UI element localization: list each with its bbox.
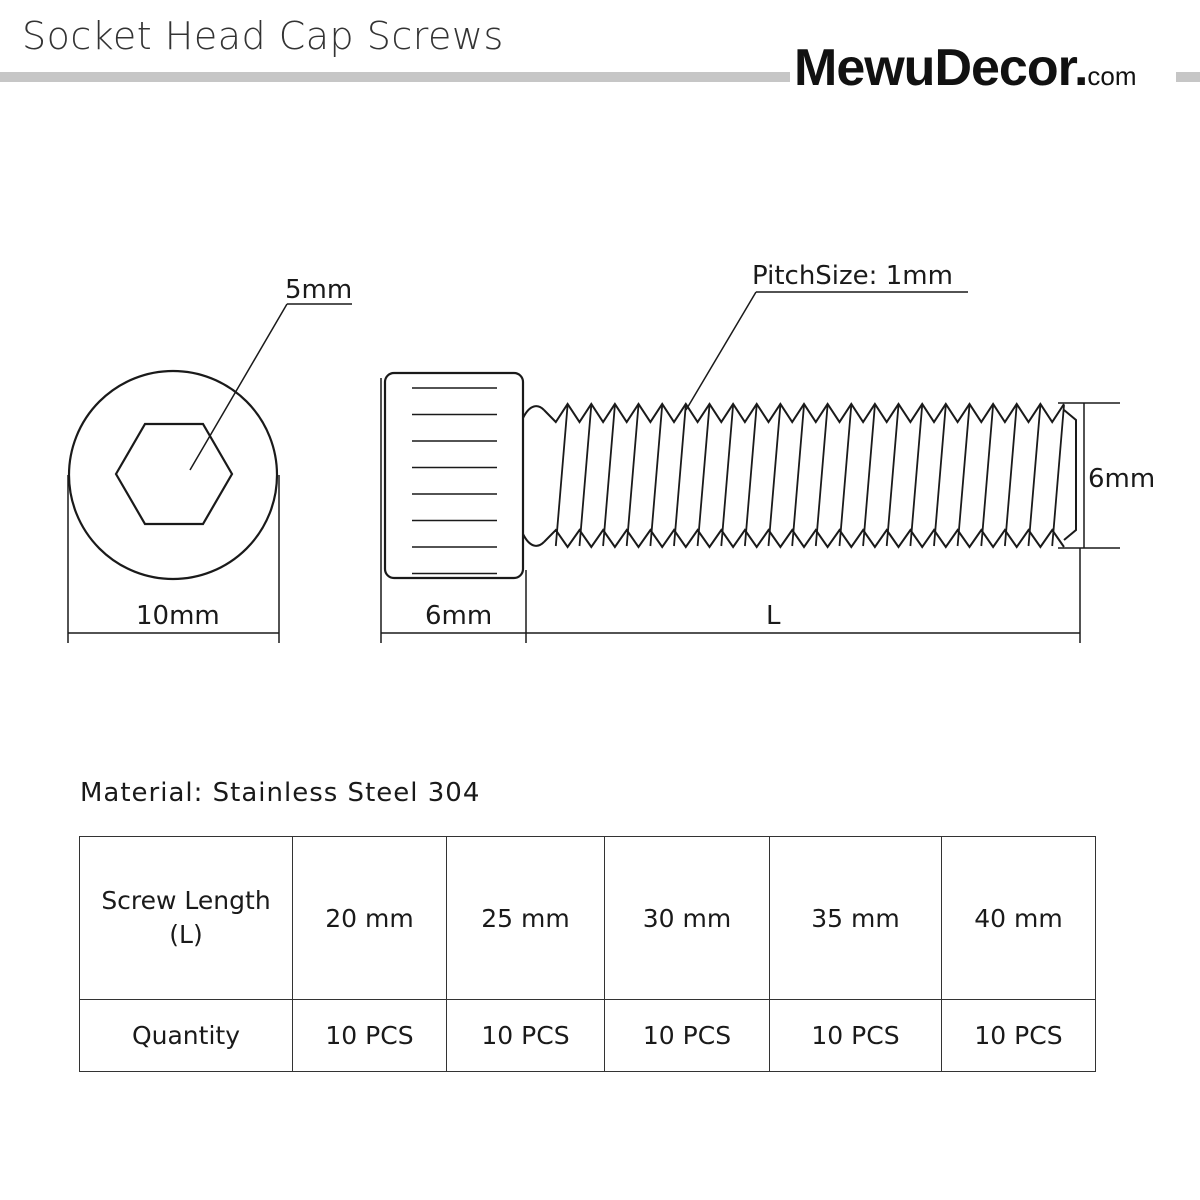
length-cell: 35 mm [770, 837, 942, 1000]
thread-crest-line [603, 405, 615, 546]
pitch-leader [686, 292, 756, 410]
thread-crest-line [981, 405, 993, 546]
table-row-length [80, 837, 1096, 1000]
thread-crest-line [910, 405, 922, 546]
quantity-header-cell: Quantity [80, 1000, 293, 1072]
spec-table [79, 836, 1096, 1072]
thread-crest-line [958, 405, 970, 546]
thread-crest-line [1029, 405, 1041, 546]
table-row-quantity [80, 1000, 1096, 1072]
thread-crest-line [698, 405, 710, 546]
thread-crest-line [934, 405, 946, 546]
quantity-cell: 10 PCS [293, 1000, 447, 1072]
thread-crest-line [674, 405, 686, 546]
length-cell: 40 mm [942, 837, 1096, 1000]
thread-crest-line [816, 405, 828, 546]
thread-crest-line [1052, 405, 1064, 546]
head-fillet-top [523, 406, 544, 418]
quantity-cell: 10 PCS [942, 1000, 1096, 1072]
screw-tip-chamfer [1064, 410, 1076, 540]
head-outline-circle [69, 371, 277, 579]
thread-crest-line [650, 405, 662, 546]
brand-domain: com [1087, 61, 1137, 91]
thread-crest-line [580, 405, 592, 546]
thread-diameter-label: 6mm [1088, 464, 1156, 494]
page-title: Socket Head Cap Screws [22, 14, 504, 58]
pitch-label: PitchSize: 1mm [752, 261, 953, 291]
thread-crest-line [863, 405, 875, 546]
quantity-cell: 10 PCS [605, 1000, 770, 1072]
thread-crest-line [792, 405, 804, 546]
length-cell: 20 mm [293, 837, 447, 1000]
head-fillet-bottom [523, 534, 544, 546]
quantity-cell: 10 PCS [770, 1000, 942, 1072]
thread-crest-line [556, 405, 568, 546]
thread-bottom-profile [544, 530, 1064, 547]
head-diameter-label: 10mm [136, 601, 220, 631]
brand-name: MewuDecor. [794, 39, 1088, 97]
knurling-lines [412, 388, 497, 574]
screw-side-view [381, 292, 1120, 643]
thread-crest-line [840, 405, 852, 546]
length-cell: 25 mm [447, 837, 605, 1000]
thread-crest-line [745, 405, 757, 546]
quantity-cell: 10 PCS [447, 1000, 605, 1072]
material-text: Material: Stainless Steel 304 [80, 778, 481, 808]
hex-socket-label: 5mm [285, 275, 353, 305]
head-height-label: 6mm [425, 601, 493, 631]
thread-crest-line [627, 405, 639, 546]
hex-socket [116, 424, 232, 524]
length-label: L [766, 601, 781, 631]
thread-crest-line [721, 405, 733, 546]
thread-crest-line [887, 405, 899, 546]
screw-head-top-view [68, 304, 352, 643]
thread-crest-line [769, 405, 781, 546]
length-cell: 30 mm [605, 837, 770, 1000]
length-header-cell: Screw Length (L) [80, 837, 293, 1000]
thread-crest-lines [556, 405, 1064, 546]
thread-crest-line [1005, 405, 1017, 546]
